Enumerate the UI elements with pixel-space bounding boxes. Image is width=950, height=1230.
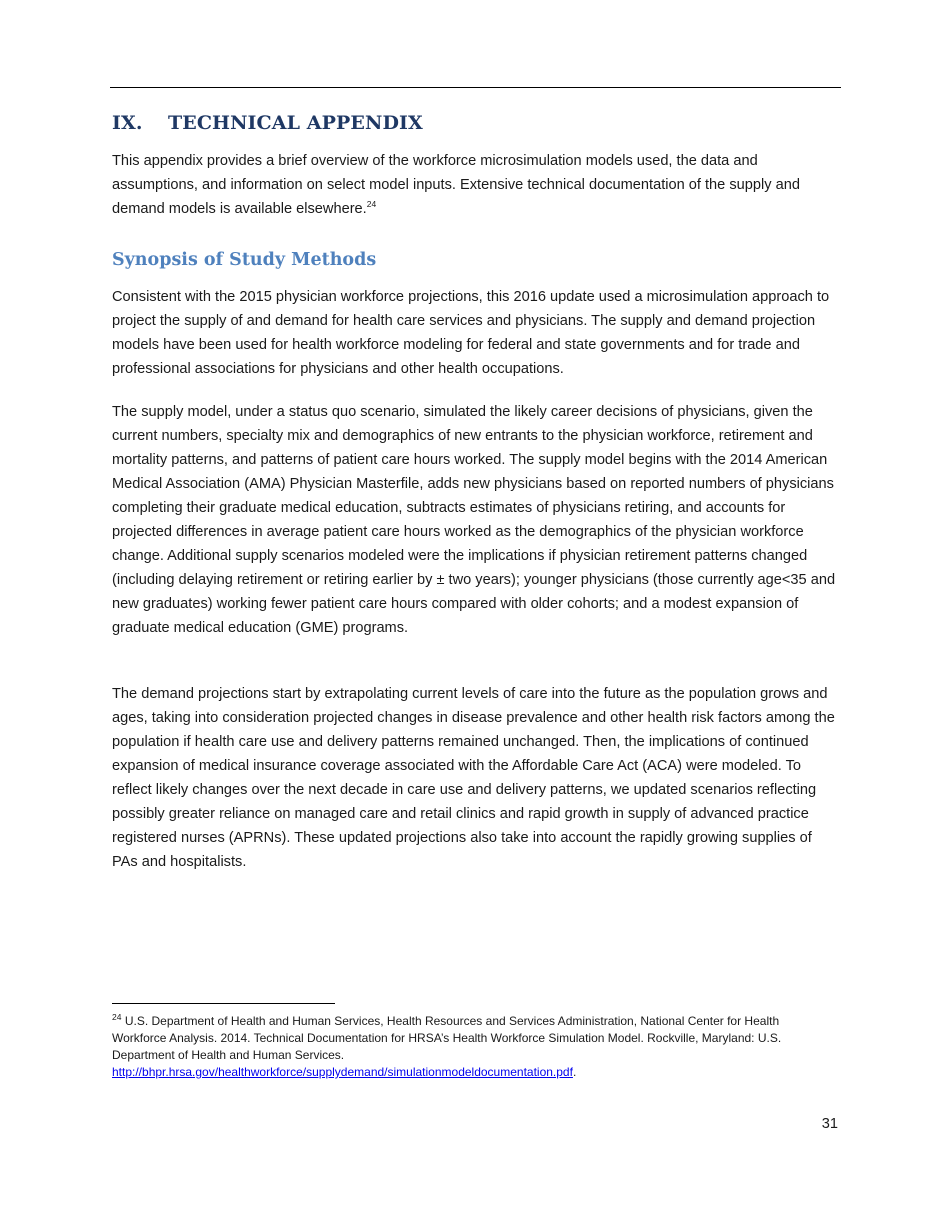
appendix-heading [112,112,423,134]
appendix-title: TECHNICAL APPENDIX [168,112,423,134]
footnote [112,1013,812,1081]
header-rule [110,87,841,88]
footnote-reference[interactable]: 24 [366,199,377,210]
footnote-separator [112,1003,335,1004]
appendix-number: IX. [112,112,143,134]
footnote-link-suffix: . [572,1065,577,1079]
footnote-link[interactable]: http://bhpr.hrsa.gov/healthworkforce/supplydemand/simulationmodeldocumentation.pdf [112,1065,573,1079]
page-number: 31 [821,1116,838,1132]
body-paragraph: The demand projections start by extrapolating current levels of care into the future as the population grows and ages, taking into consideration projected changes in disease prevalence and other health risk factors among the population if health care use and delivery patterns remained unchanged. Then, the implications of continued expansion of medical insurance coverage associated with the Affordable Care Act (ACA) were modeled. To reflect likely changes over the next decade in care use and delivery patterns, we updated scenarios reflecting possibly greater reliance on managed care and retail clinics and rapid growth in supply of advanced practice registered nurses (APRNs). These updated projections also take into account the rapidly growing supplies of PAs and hospitalists. [112,686,835,870]
paragraph-block-3 [112,682,837,874]
paragraph-block-1 [112,285,837,381]
paragraph-block-2 [112,400,837,640]
intro-paragraph [112,149,837,221]
section-heading: Synopsis of Study Methods [112,250,377,270]
footnote-number: 24 [112,1012,122,1022]
body-paragraph: Consistent with the 2015 physician workforce projections, this 2016 update used a microsimulation approach to project the supply of and demand for health care services and physicians. The supply and demand projection models have been used for health workforce modeling for federal and state governments and for trade and professional associations for physicians and other health occupations. [112,289,830,377]
body-paragraph: The supply model, under a status quo scenario, simulated the likely career decisions of physicians, given the current numbers, specialty mix and demographics of new entrants to the physician workforce, retirement and mortality patterns, and patterns of patient care hours worked. The supply model begins with the 2014 American Medical Association (AMA) Physician Masterfile, adds new physicians based on reported numbers of physicians completing their graduate medical education, subtracts estimates of physicians retiring, and accounts for projected differences in average patient care hours worked as the demographics of the physician workforce change. Additional supply scenarios modeled were the implications if physician retirement patterns changed (including delaying retirement or retiring earlier by ± two years); younger physicians (those currently age<35 and new graduates) working fewer patient care hours compared with older cohorts; and a modest expansion of graduate medical education (GME) programs. [112,404,836,636]
footnote-text: U.S. Department of Health and Human Services, Health Resources and Services Administration, National Center for Health Workforce Analysis. 2014. Technical Documentation for HRSA’s Health Workforce Simulation Model. Rockville, Maryland: U.S. Department of Health and Human Services. [112,1014,782,1062]
intro-text: This appendix provides a brief overview of the workforce microsimulation models used, the data and assumptions, and information on select model inputs. Extensive technical documentation of the supply and demand models is available elsewhere. [112,153,800,217]
